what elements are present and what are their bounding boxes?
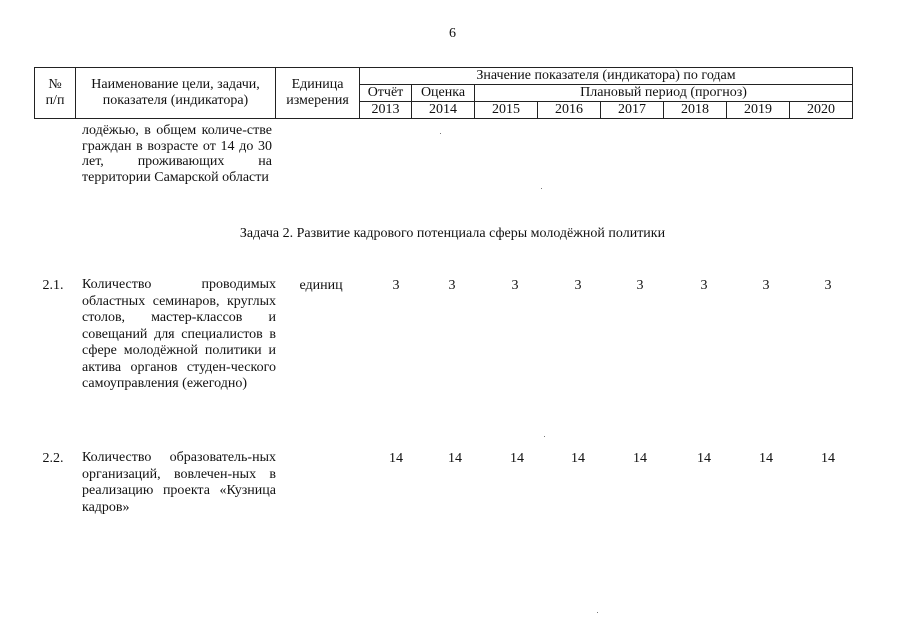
task-heading: Задача 2. Развитие кадрового потенциала сферы молодёжной политики <box>239 226 666 241</box>
value-2014: 14 <box>448 451 462 466</box>
value-2020: 14 <box>821 451 835 466</box>
row-number: 2.2. <box>42 451 64 466</box>
page-number: 6 <box>449 26 456 41</box>
scan-speck <box>440 133 441 134</box>
value-2018: 3 <box>700 278 708 293</box>
scan-speck <box>544 436 545 437</box>
header-year-2016: 2016 <box>538 102 601 119</box>
row-unit: единиц <box>299 278 343 293</box>
row-number: 2.1. <box>42 278 64 293</box>
header-year-2020: 2020 <box>790 102 853 119</box>
continued-indicator-name: лодёжью, в общем количе-стве граждан в возрасте от 14 до 30 лет, проживающих на территории Самарской области <box>82 123 272 185</box>
value-2013: 3 <box>392 278 400 293</box>
value-2016: 14 <box>571 451 585 466</box>
header-planned-period: Плановый период (прогноз) <box>475 85 853 102</box>
value-2017: 3 <box>636 278 644 293</box>
header-year-2018: 2018 <box>664 102 727 119</box>
header-year-2014: 2014 <box>412 102 475 119</box>
header-unit-column: Единица измерения <box>276 68 360 119</box>
header-year-2019: 2019 <box>727 102 790 119</box>
header-year-2013: 2013 <box>360 102 412 119</box>
value-2015: 14 <box>510 451 524 466</box>
scan-speck <box>597 612 598 613</box>
header-estimate: Оценка <box>412 85 475 102</box>
value-2019: 3 <box>762 278 770 293</box>
header-report: Отчёт <box>360 85 412 102</box>
row-indicator-name: Количество образователь-ных организаций, вовлечен-ных в реализацию проекта «Кузница кадров» <box>82 450 276 515</box>
value-2018: 14 <box>697 451 711 466</box>
row-indicator-name: Количество проводимых областных семинаров, круглых столов, мастер-классов и совещаний для специалистов в сфере молодёжной политики и актива органов студен-ческого самоуправления (ежегодно) <box>82 277 276 391</box>
value-2017: 14 <box>633 451 647 466</box>
value-2015: 3 <box>511 278 519 293</box>
value-2013: 14 <box>389 451 403 466</box>
header-name-column: Наименование цели, задачи, показателя (индикатора) <box>76 68 276 119</box>
header-values-group: Значение показателя (индикатора) по годам <box>360 68 853 85</box>
header-number-column: № п/п <box>35 68 76 119</box>
value-2019: 14 <box>759 451 773 466</box>
header-year-2017: 2017 <box>601 102 664 119</box>
value-2014: 3 <box>448 278 456 293</box>
value-2020: 3 <box>824 278 832 293</box>
header-year-2015: 2015 <box>475 102 538 119</box>
value-2016: 3 <box>574 278 582 293</box>
scan-speck <box>541 188 542 189</box>
indicator-table-header <box>34 67 853 119</box>
